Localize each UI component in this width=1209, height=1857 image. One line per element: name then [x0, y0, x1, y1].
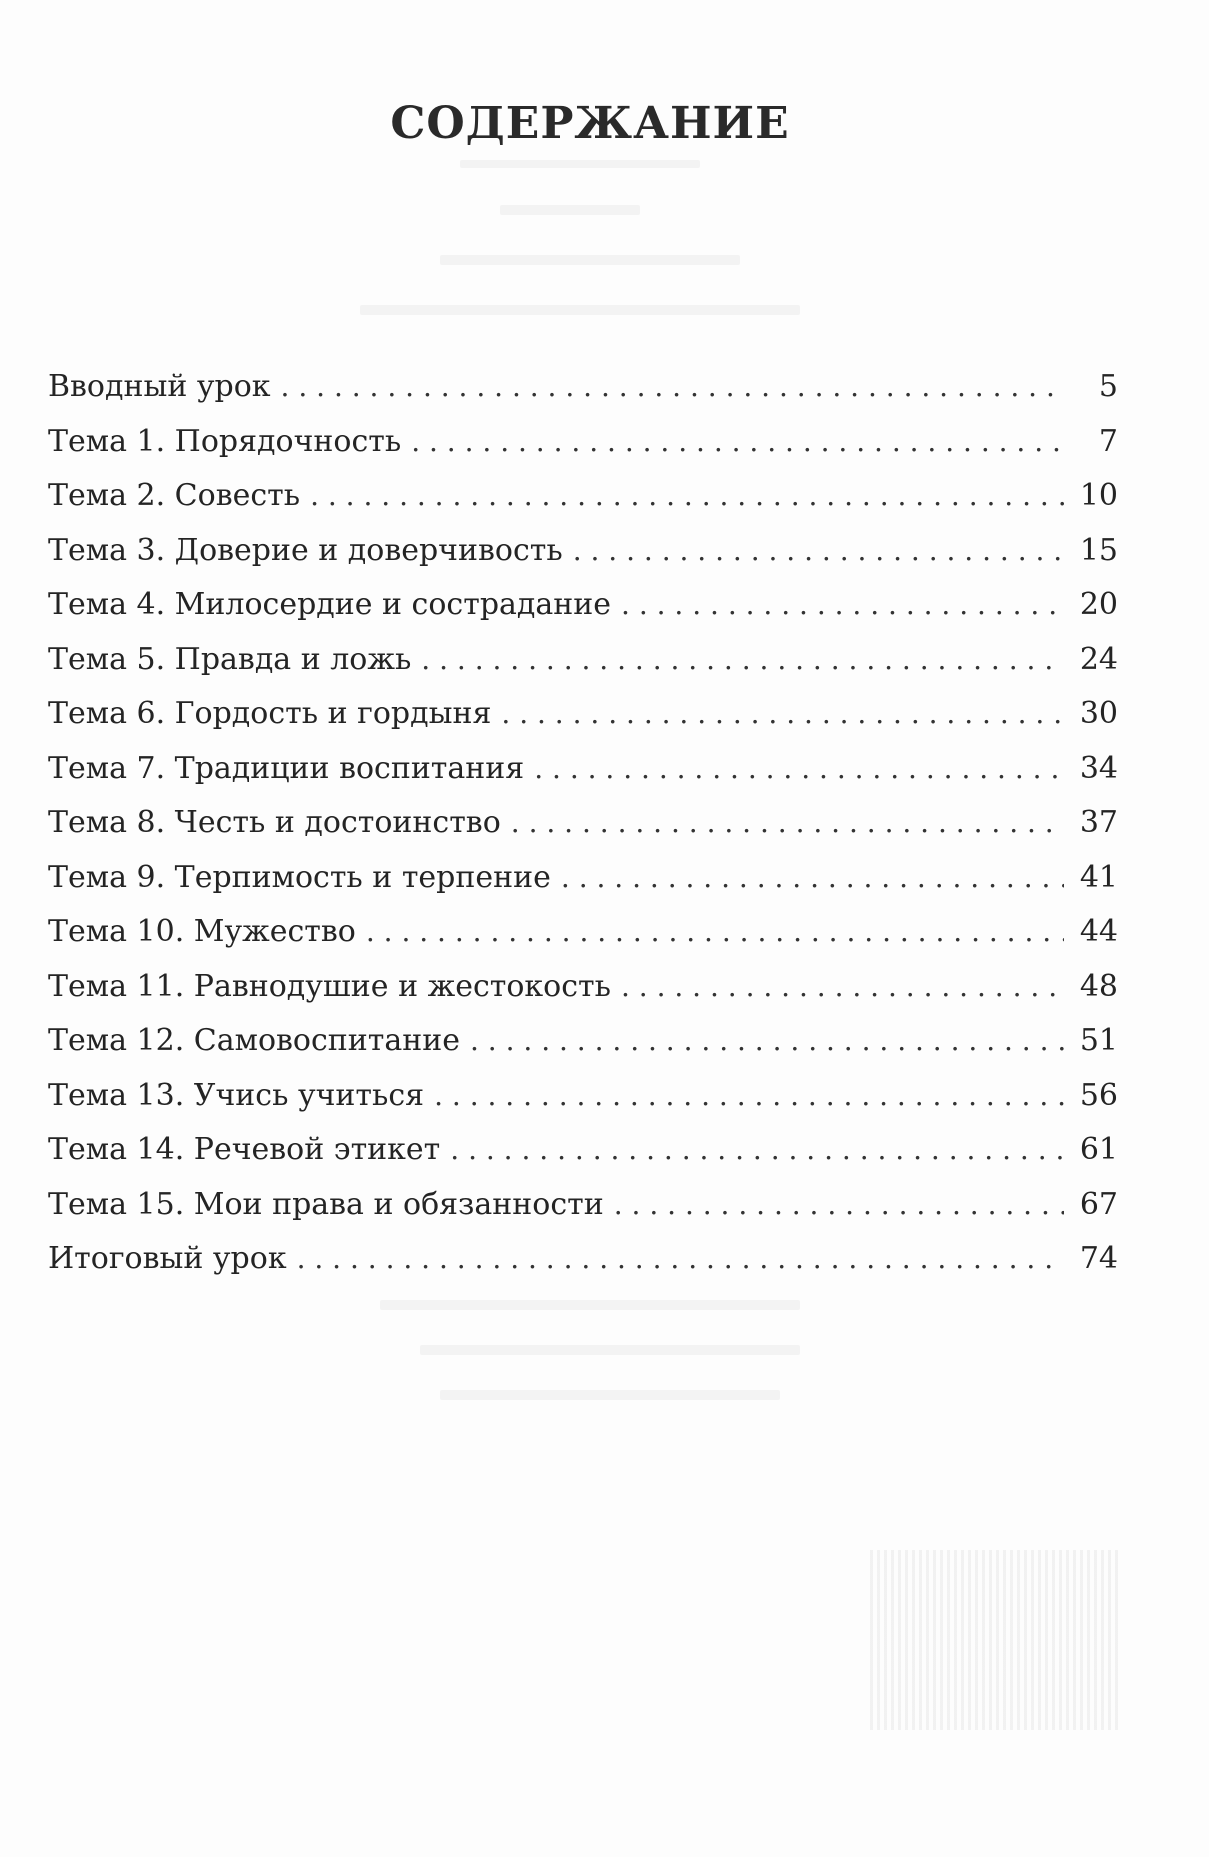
- show-through-barcode: [870, 1550, 1120, 1730]
- toc-entry-label: Тема 6. Гордость и гордыня: [48, 696, 492, 731]
- toc-page-number: 24: [1079, 641, 1118, 677]
- toc-entry-label: Тема 3. Доверие и доверчивость: [48, 532, 563, 568]
- toc-dot-leader: [366, 905, 1064, 960]
- show-through-line: [420, 1345, 800, 1355]
- toc-entry-label: Тема 10. Мужество: [48, 914, 356, 949]
- toc-dot-leader: [450, 1123, 1064, 1178]
- toc-page-number: 34: [1079, 750, 1118, 786]
- toc-dot-leader: [614, 1178, 1064, 1233]
- toc-dot-leader: [297, 1232, 1064, 1287]
- toc-entry[interactable]: [48, 633, 1118, 688]
- toc-entry[interactable]: [48, 796, 1118, 851]
- toc-entry-label: Тема 14. Речевой этикет: [48, 1132, 441, 1167]
- toc-entry[interactable]: [48, 1069, 1118, 1124]
- toc-page-number: 44: [1079, 914, 1118, 949]
- toc-entry-label: Тема 5. Правда и ложь: [48, 641, 412, 677]
- show-through-line: [500, 205, 640, 215]
- toc-entry[interactable]: [48, 960, 1118, 1015]
- toc-page-number: 74: [1079, 1241, 1118, 1276]
- toc-entry-label: Тема 11. Равнодушие и жестокость: [48, 968, 611, 1004]
- toc-entry[interactable]: [48, 1178, 1118, 1233]
- toc-entry[interactable]: [48, 524, 1118, 579]
- toc-entry[interactable]: [48, 742, 1118, 797]
- toc-dot-leader: [411, 415, 1064, 470]
- toc-dot-leader: [534, 742, 1064, 797]
- toc-entry[interactable]: [48, 360, 1118, 415]
- toc-entry[interactable]: [48, 578, 1118, 633]
- toc-page-number: 51: [1079, 1023, 1118, 1058]
- toc-dot-leader: [621, 578, 1064, 633]
- page-title: СОДЕРЖАНИЕ: [390, 98, 790, 149]
- toc-entry[interactable]: [48, 851, 1118, 906]
- show-through-line: [360, 305, 800, 315]
- toc-dot-leader: [434, 1069, 1064, 1124]
- toc-page-number: 7: [1098, 423, 1118, 459]
- toc-page-number: 30: [1079, 696, 1118, 731]
- toc-entry[interactable]: [48, 1123, 1118, 1178]
- toc-entry-label: Итоговый урок: [48, 1241, 287, 1276]
- table-of-contents: [48, 360, 1118, 1287]
- toc-entry-label: Тема 4. Милосердие и сострадание: [48, 587, 612, 622]
- toc-page-number: 61: [1079, 1132, 1118, 1167]
- show-through-line: [440, 1390, 780, 1400]
- toc-entry[interactable]: [48, 905, 1118, 960]
- toc-entry-label: Тема 12. Самовоспитание: [48, 1023, 460, 1058]
- toc-dot-leader: [501, 687, 1064, 742]
- toc-dot-leader: [561, 851, 1064, 906]
- toc-page-number: 5: [1098, 369, 1118, 404]
- show-through-line: [460, 160, 700, 168]
- toc-dot-leader: [310, 469, 1064, 524]
- toc-page-number: 20: [1079, 587, 1118, 622]
- toc-page-number: 48: [1079, 968, 1118, 1004]
- toc-entry[interactable]: [48, 415, 1118, 470]
- toc-dot-leader: [470, 1014, 1064, 1069]
- toc-entry[interactable]: [48, 1232, 1118, 1287]
- toc-dot-leader: [511, 796, 1064, 851]
- toc-entry-label: Тема 8. Честь и достоинство: [48, 805, 501, 840]
- toc-entry-label: Тема 1. Порядочность: [48, 423, 402, 459]
- toc-page-number: 67: [1079, 1186, 1118, 1222]
- toc-entry-label: Тема 15. Мои права и обязанности: [48, 1186, 604, 1222]
- toc-page-number: 56: [1079, 1077, 1118, 1113]
- toc-entry-label: Тема 2. Совесть: [48, 478, 301, 513]
- toc-page-number: 37: [1079, 805, 1118, 840]
- toc-dot-leader: [621, 960, 1064, 1015]
- toc-page-number: 15: [1079, 532, 1118, 568]
- toc-entry[interactable]: [48, 469, 1118, 524]
- toc-entry-label: Тема 7. Традиции воспитания: [48, 750, 525, 786]
- toc-entry[interactable]: [48, 687, 1118, 742]
- toc-entry[interactable]: [48, 1014, 1118, 1069]
- toc-dot-leader: [281, 360, 1064, 415]
- toc-entry-label: Тема 9. Терпимость и терпение: [48, 859, 551, 895]
- toc-page-number: 10: [1079, 478, 1118, 513]
- toc-entry-label: Вводный урок: [48, 369, 271, 404]
- toc-page-number: 41: [1079, 859, 1118, 895]
- toc-entry-label: Тема 13. Учись учиться: [48, 1077, 425, 1113]
- toc-dot-leader: [421, 633, 1064, 688]
- show-through-line: [380, 1300, 800, 1310]
- toc-dot-leader: [573, 524, 1064, 579]
- show-through-line: [440, 255, 740, 265]
